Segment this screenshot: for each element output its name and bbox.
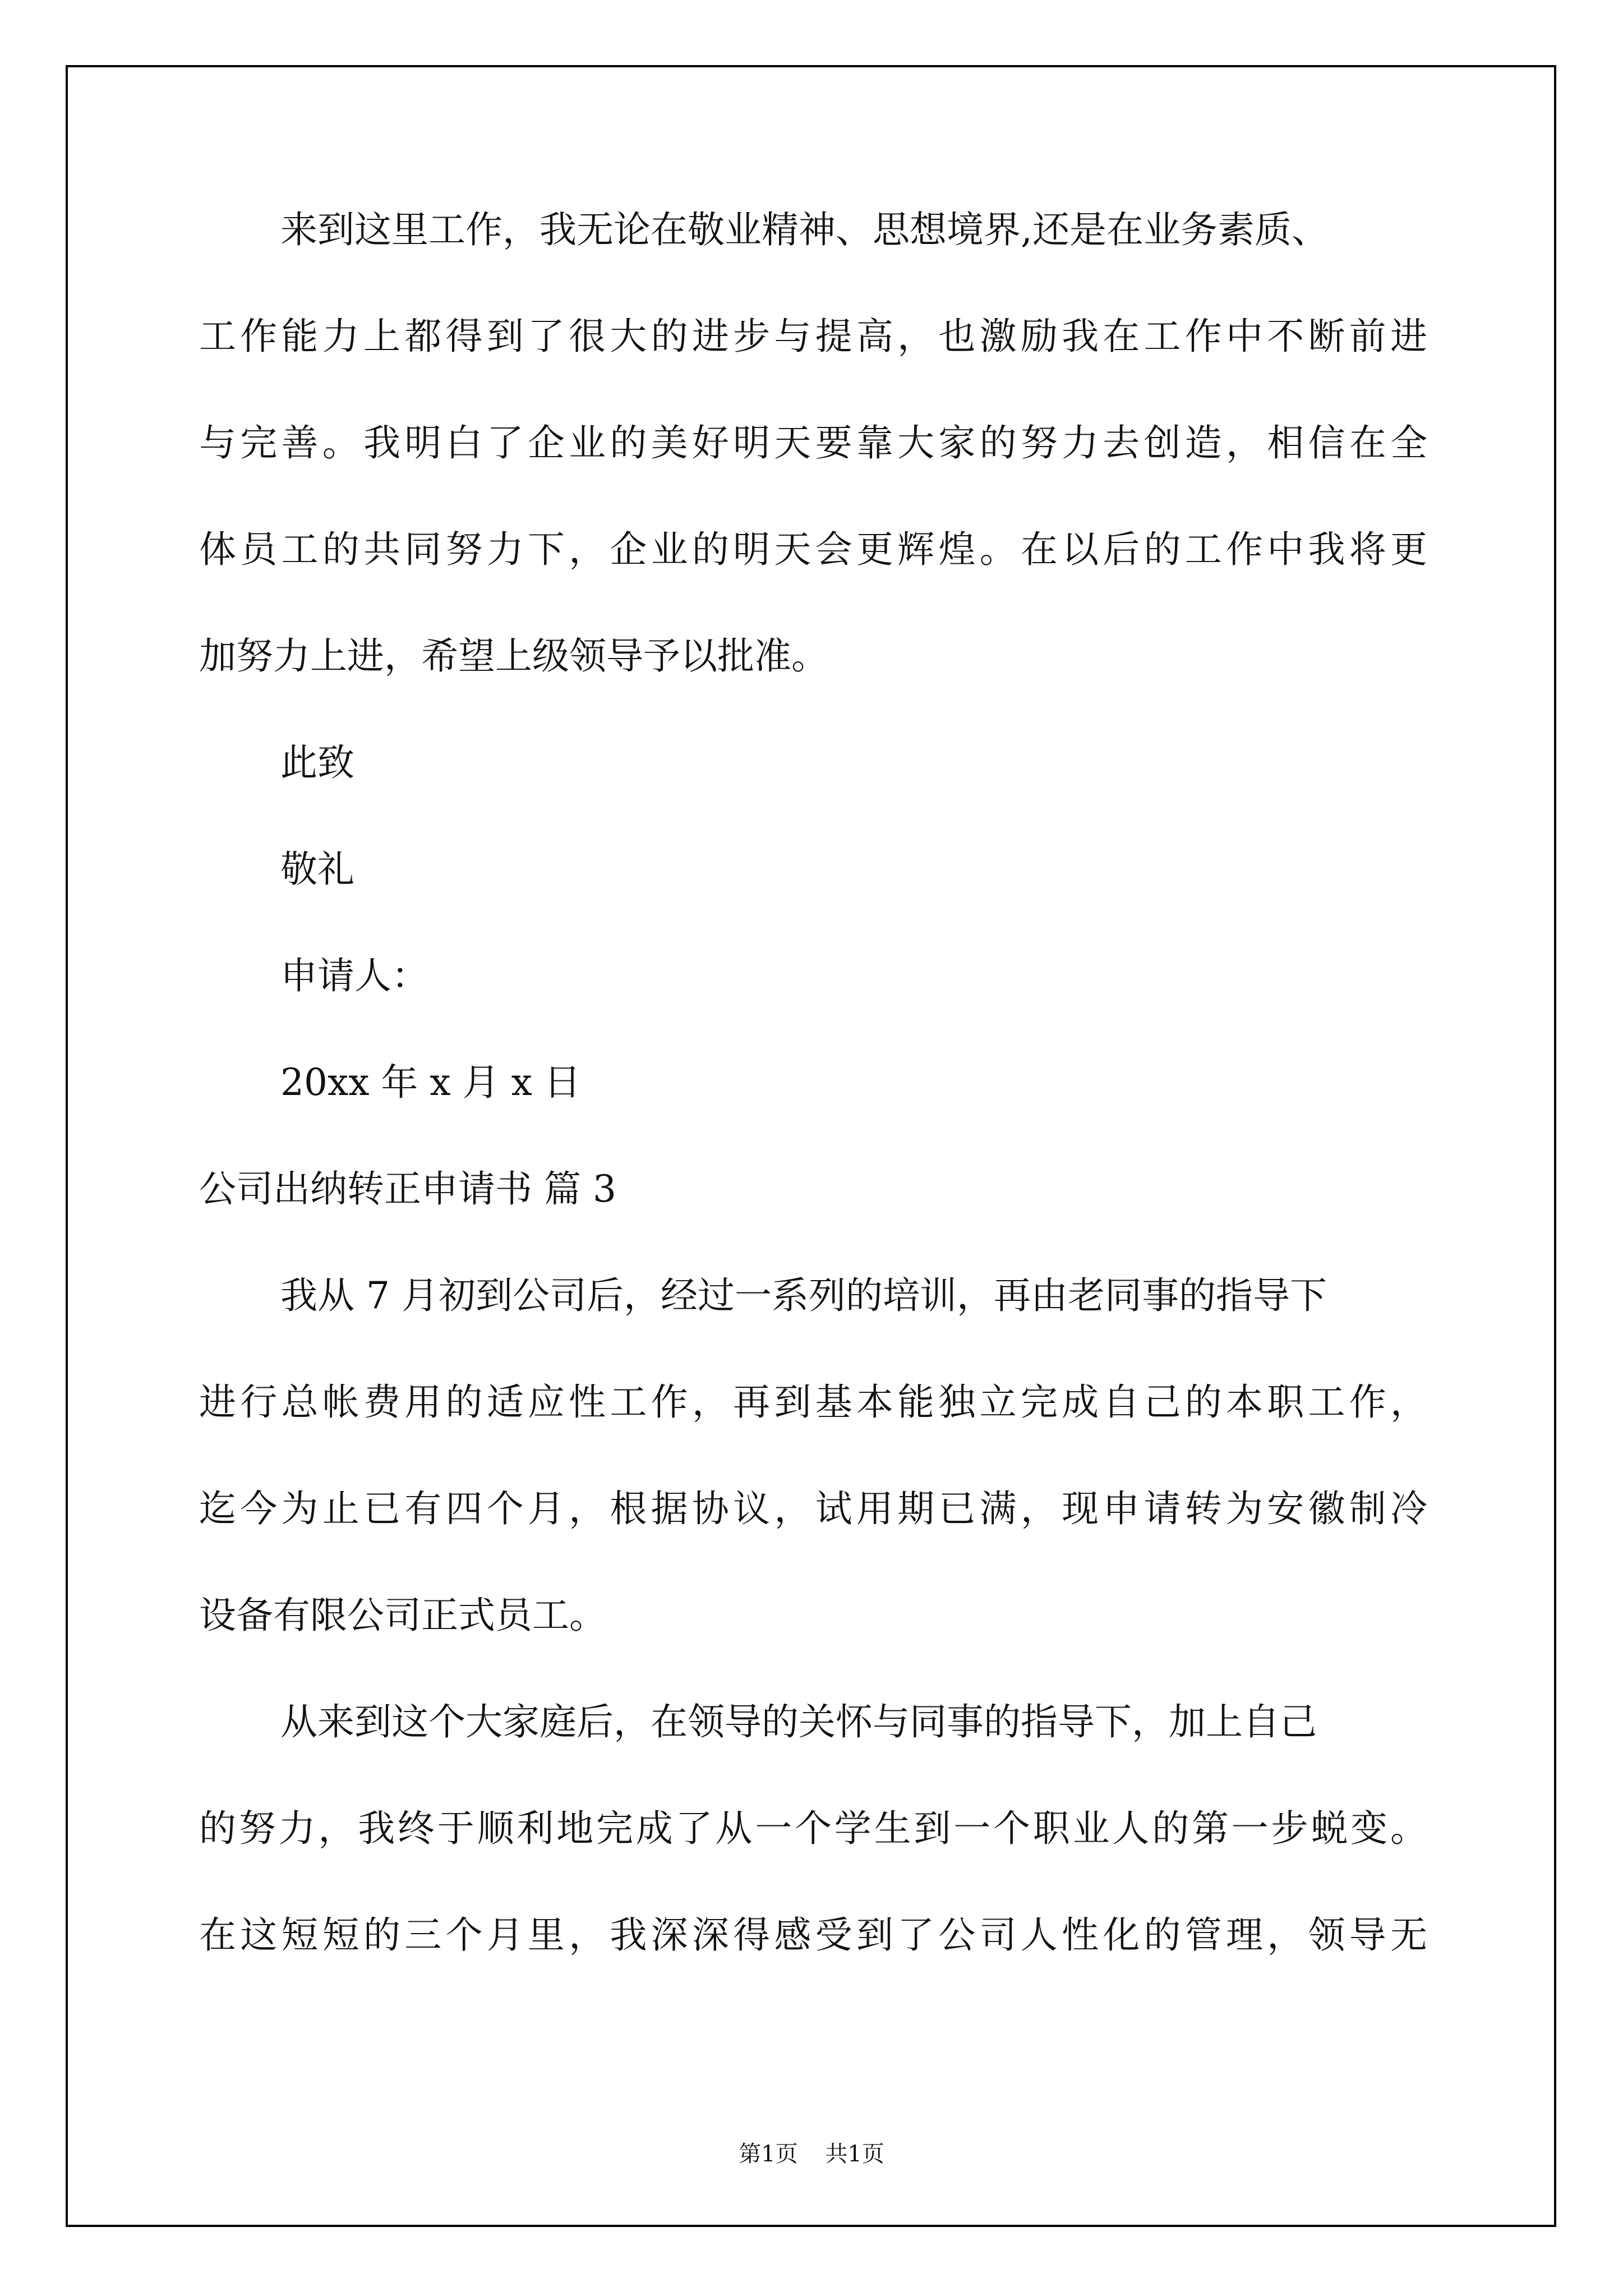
paragraph-line: 工作能力上都得到了很大的进步与提高，也激励我在工作中不断前进 <box>199 315 1427 358</box>
page-border <box>66 65 1556 2227</box>
applicant-label: 申请人： <box>280 954 428 997</box>
paragraph-line: 迄今为止已有四个月，根据协议，试用期已满，现申请转为安徽制冷 <box>199 1487 1427 1530</box>
paragraph-line: 加努力上进，希望上级领导予以批准。 <box>199 634 828 678</box>
page-number: 第1页 <box>739 2141 798 2167</box>
paragraph-line: 在这短短的三个月里，我深深得感受到了公司人性化的管理，领导无 <box>199 1913 1427 1957</box>
section-heading: 公司出纳转正申请书 篇 3 <box>199 1167 616 1211</box>
paragraph-line: 与完善。我明白了企业的美好明天要靠大家的努力去创造，相信在全 <box>199 421 1427 464</box>
paragraph-line: 体员工的共同努力下，企业的明天会更辉煌。在以后的工作中我将更 <box>199 528 1427 571</box>
closing-salutation: 此致 <box>280 741 354 784</box>
paragraph-line: 进行总帐费用的适应性工作，再到基本能独立完成自己的本职工作， <box>199 1381 1427 1424</box>
paragraph-line: 来到这里工作，我无论在敬业精神、思想境界,还是在业务素质、 <box>280 208 1329 251</box>
page-footer <box>0 2137 1623 2171</box>
paragraph-line: 我从 7 月初到公司后，经过一系列的培训，再由老同事的指导下 <box>280 1274 1327 1317</box>
paragraph-line: 从来到这个大家庭后，在领导的关怀与同事的指导下，加上自己 <box>280 1700 1317 1743</box>
paragraph-line: 的努力，我终于顺利地完成了从一个学生到一个职业人的第一步蜕变。 <box>199 1807 1427 1850</box>
date-line: 20xx 年 x 月 x 日 <box>280 1061 581 1104</box>
page-total: 共1页 <box>825 2141 884 2167</box>
paragraph-line: 设备有限公司正式员工。 <box>199 1594 606 1637</box>
closing-regards: 敬礼 <box>280 848 354 891</box>
